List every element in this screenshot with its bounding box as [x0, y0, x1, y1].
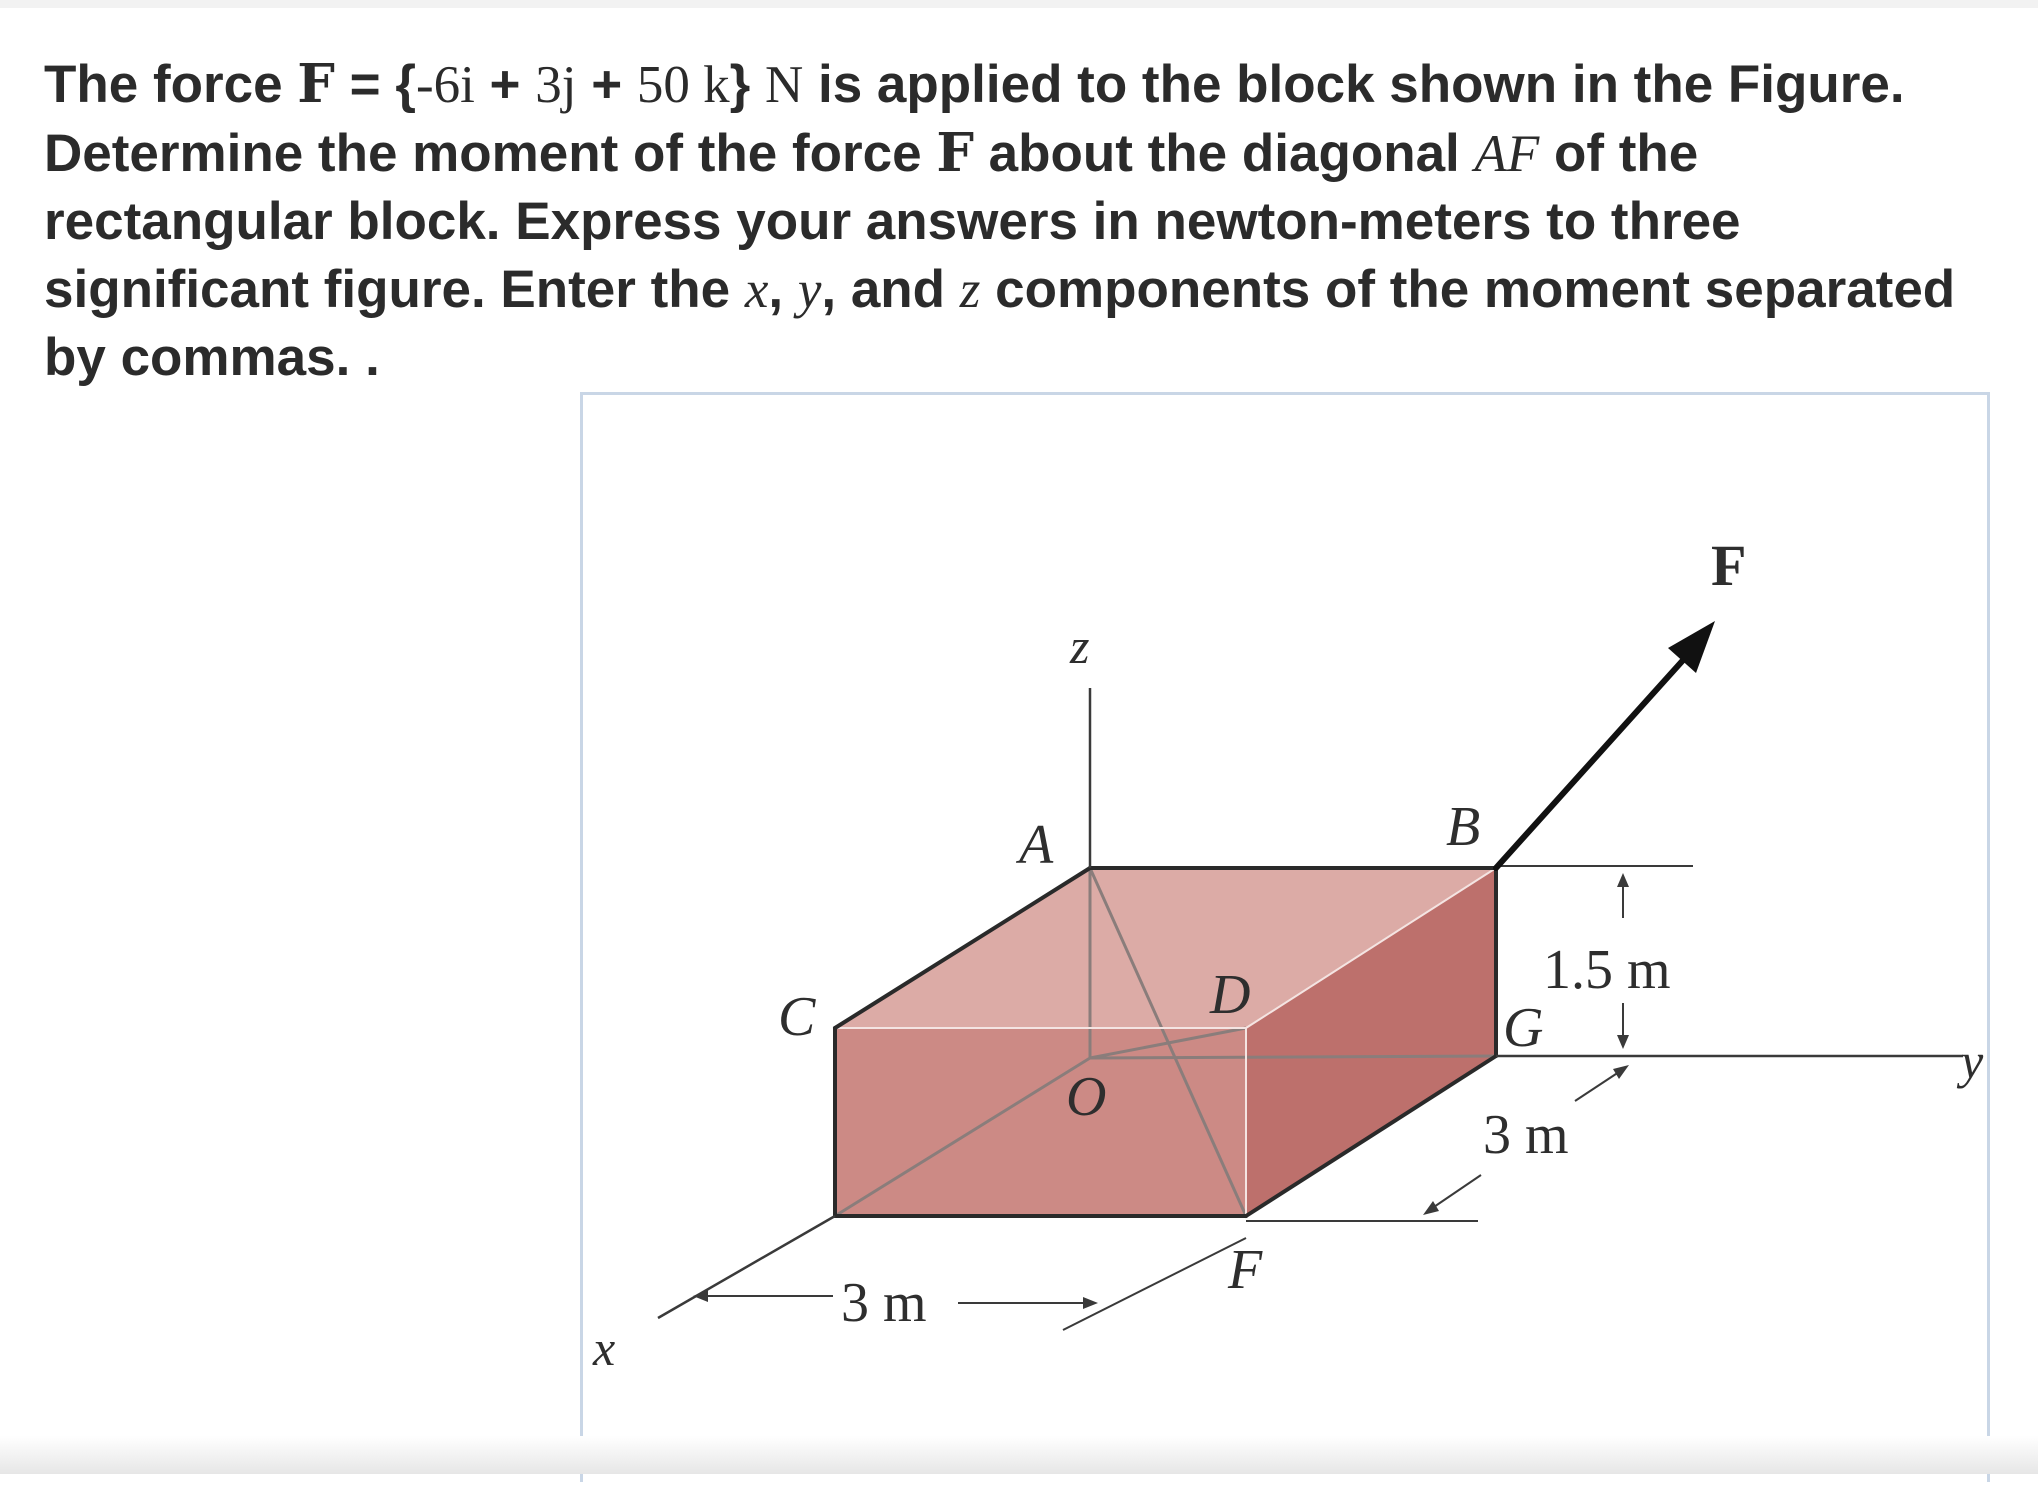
arrowhead-height-top — [1617, 873, 1629, 887]
dimension-height-label: 1.5 m — [1543, 939, 1671, 1001]
question-segment: , and — [821, 260, 960, 319]
diagonal-symbol: AF — [1474, 125, 1540, 183]
question-segment: of the rectangular block. Express your answers in newton-meters to three significant figure. Enter the — [44, 124, 1741, 319]
z-axis-label: z — [1070, 618, 1090, 674]
bottom-fade — [0, 1436, 2038, 1474]
force-vector-symbol: F — [297, 53, 335, 115]
question-segment: , — [768, 260, 798, 319]
point-f-label: F — [1228, 1239, 1263, 1301]
block-diagram — [583, 395, 1987, 1485]
arrowhead-height-bottom — [1617, 1035, 1629, 1049]
arrowhead-length-right — [1083, 1297, 1098, 1309]
question-segment: is applied to the block shown in the Figure. Determine the moment of the force — [44, 55, 1905, 183]
dimension-width-label: 3 m — [1483, 1104, 1569, 1166]
question-segment: + — [474, 55, 536, 114]
force-unit: N — [764, 56, 804, 114]
force-z-component: 50 k — [636, 56, 730, 114]
question-segment: } — [729, 55, 765, 114]
dimension-length-label: 3 m — [841, 1272, 927, 1334]
figure-frame — [580, 392, 1990, 1482]
point-c-label: C — [778, 986, 816, 1048]
force-vector-arrow — [1496, 638, 1703, 868]
y-axis-hidden — [1090, 1056, 1496, 1058]
point-o-label: O — [1066, 1066, 1107, 1128]
point-a-label: A — [1019, 814, 1054, 876]
question-segment: = { — [334, 55, 416, 114]
point-g-label: G — [1503, 997, 1544, 1059]
arrowhead-width-lower — [1423, 1201, 1439, 1215]
y-axis-label: y — [1961, 1033, 1984, 1089]
variable-z: z — [959, 261, 981, 319]
question-text — [44, 50, 1984, 392]
x-axis-label: x — [593, 1320, 616, 1376]
force-y-component: 3j — [535, 56, 577, 114]
force-label: F — [1711, 533, 1747, 598]
question-segment: components of the moment separated by commas. . — [44, 260, 1956, 387]
question-segment: The force — [44, 55, 298, 114]
point-b-label: B — [1446, 796, 1481, 858]
force-vector-symbol: F — [936, 122, 974, 184]
x-axis-line — [658, 1216, 835, 1318]
arrowhead-length-left — [693, 1290, 708, 1302]
arrowhead-width-upper — [1613, 1065, 1629, 1079]
question-segment: about the diagonal — [973, 124, 1475, 183]
force-x-component: -6i — [415, 56, 475, 114]
point-d-label: D — [1210, 964, 1251, 1026]
variable-y: y — [797, 261, 822, 319]
length-ext-f — [1063, 1238, 1246, 1330]
top-strip — [0, 0, 2038, 8]
question-segment: + — [576, 55, 637, 114]
width-dim-lower — [1428, 1175, 1481, 1211]
variable-x: x — [744, 261, 769, 319]
